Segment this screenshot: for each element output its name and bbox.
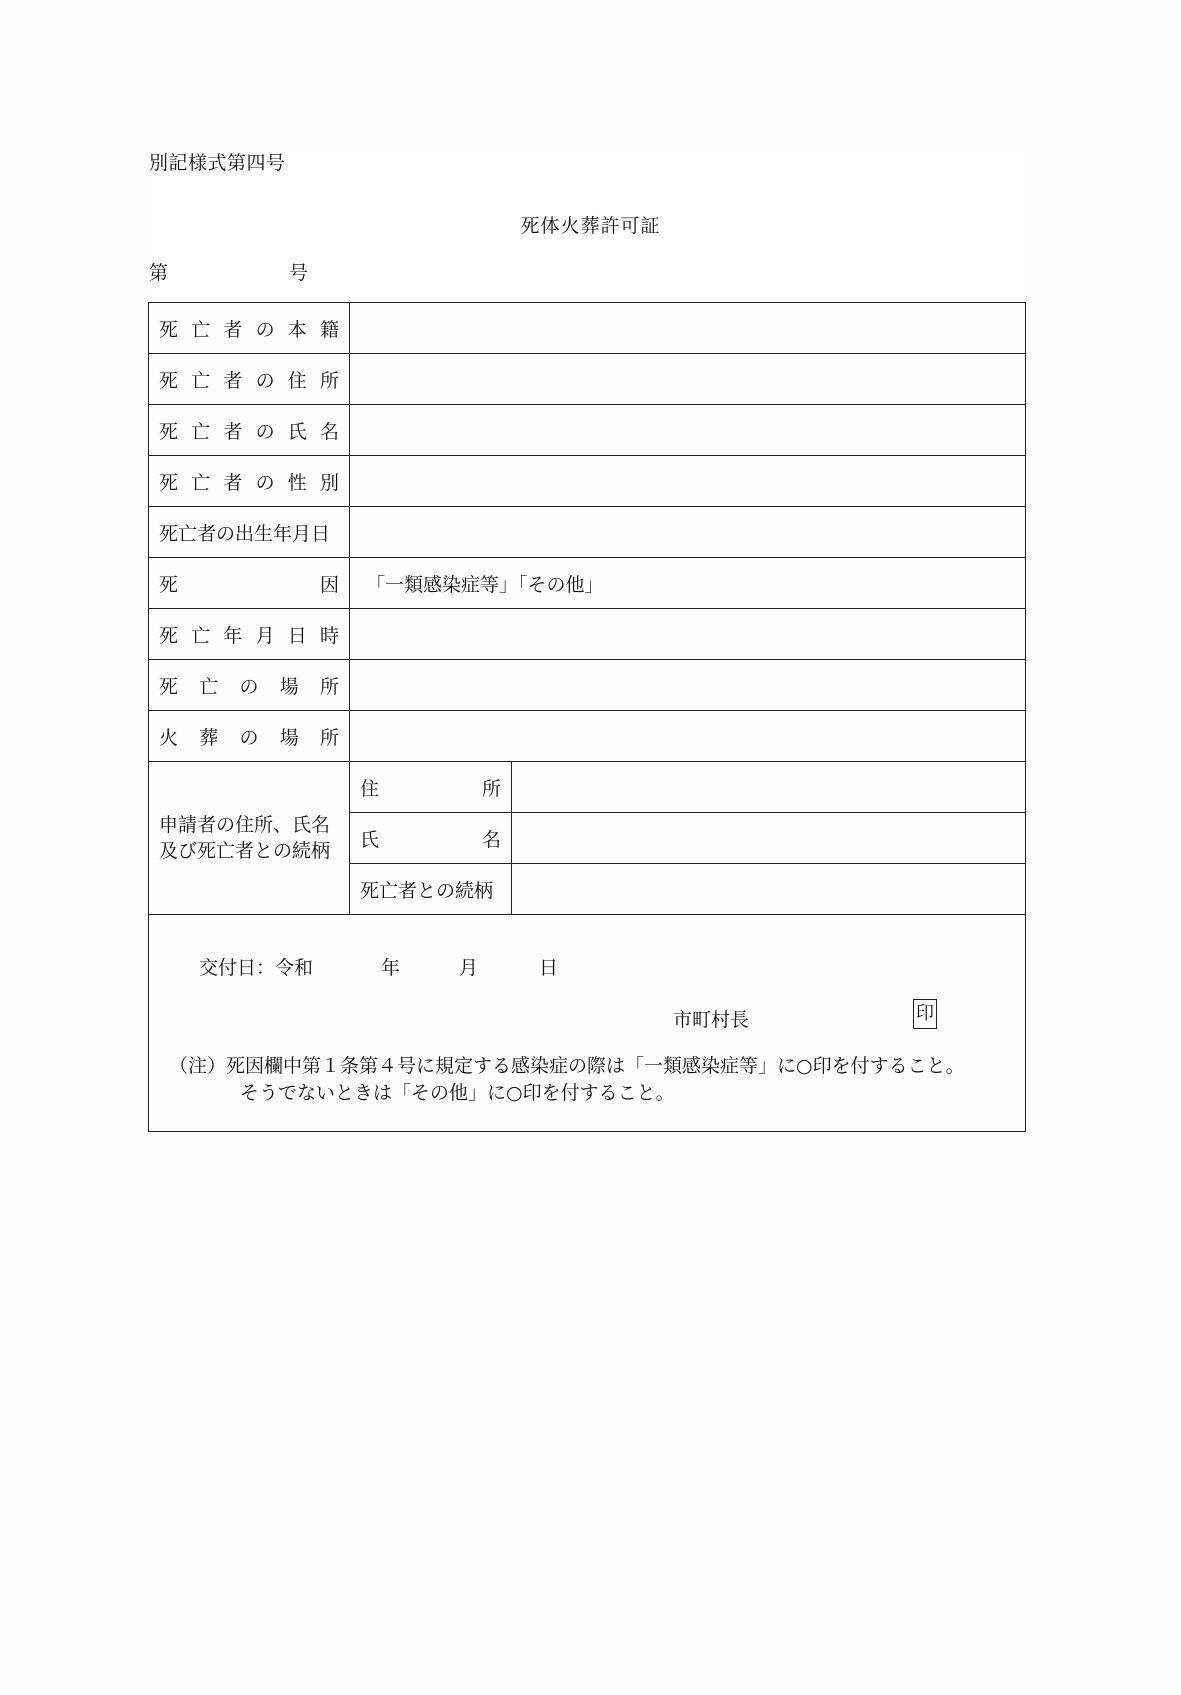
row-label-text: 死亡者の出生年月日 — [159, 522, 331, 545]
row-label-text: 死 亡 者 の 性 別 — [159, 471, 339, 494]
row-label-text: 死 亡 者 の 氏 名 — [159, 420, 339, 443]
row-value[interactable] — [350, 303, 1026, 354]
form-row — [149, 405, 1026, 456]
applicant-name-label-text: 氏 名 — [360, 828, 501, 851]
applicant-name-value[interactable] — [512, 813, 1026, 864]
issue-year-label: 年 — [381, 957, 401, 979]
row-label-text: 死 亡 の 場 所 — [159, 675, 339, 698]
row-value[interactable] — [350, 711, 1026, 762]
note-line2: そうでないときは「その他」に○印を付すること。 — [240, 1082, 675, 1104]
permit-table — [148, 302, 1026, 1132]
row-label — [149, 711, 350, 762]
row-value[interactable] — [350, 507, 1026, 558]
form-row — [149, 456, 1026, 507]
form-row — [149, 660, 1026, 711]
row-label — [149, 456, 350, 507]
row-label-text: 火 葬 の 場 所 — [159, 726, 339, 749]
row-label — [149, 558, 350, 609]
row-value[interactable] — [350, 660, 1026, 711]
note-text — [169, 1053, 1009, 1107]
issue-date-label: 交付日：令和 — [199, 957, 314, 979]
document-title: 死体火葬許可証 — [520, 215, 661, 237]
permit-number-line — [149, 258, 309, 285]
applicant-label — [149, 762, 350, 915]
issue-month-label: 月 — [459, 957, 479, 979]
row-label — [149, 609, 350, 660]
applicant-name-label — [350, 813, 512, 864]
applicant-label-line2: 及び死亡者との続柄 — [159, 840, 331, 862]
note-line1: （注）死因欄中第１条第４号に規定する感染症の際は「一類感染症等」に○印を付すること。 — [169, 1055, 965, 1077]
form-row — [149, 558, 1026, 609]
number-prefix: 第 — [149, 262, 169, 284]
applicant-row-address — [149, 762, 1026, 813]
row-label-text: 死 亡 者 の 住 所 — [159, 369, 339, 392]
row-value[interactable] — [350, 609, 1026, 660]
seal-mark: 印 — [913, 999, 937, 1029]
applicant-address-value[interactable] — [512, 762, 1026, 813]
row-value[interactable] — [350, 456, 1026, 507]
row-value[interactable]: 「一類感染症等」「その他」 — [350, 558, 1026, 609]
mayor-label: 市町村長 — [673, 1009, 750, 1031]
applicant-label-line1: 申請者の住所、氏名 — [159, 814, 331, 836]
form-row — [149, 354, 1026, 405]
row-label — [149, 660, 350, 711]
footer-cell — [149, 915, 1026, 1132]
row-value[interactable] — [350, 405, 1026, 456]
row-label-text: 死 亡 者 の 本 籍 — [159, 318, 339, 341]
row-label — [149, 354, 350, 405]
applicant-relation-value[interactable] — [512, 864, 1026, 915]
applicant-relation-label: 死亡者との続柄 — [350, 864, 512, 915]
row-label — [149, 507, 350, 558]
row-label — [149, 405, 350, 456]
row-value[interactable] — [350, 354, 1026, 405]
form-row — [149, 609, 1026, 660]
issue-day-label: 日 — [539, 957, 559, 979]
number-suffix: 号 — [289, 262, 309, 284]
row-label — [149, 303, 350, 354]
applicant-address-label-text: 住 所 — [360, 777, 501, 800]
form-row — [149, 711, 1026, 762]
applicant-address-label — [350, 762, 512, 813]
form-row — [149, 507, 1026, 558]
row-label-text: 死 因 — [159, 573, 339, 596]
form-number-label: 別記様式第四号 — [149, 152, 286, 174]
row-label-text: 死 亡 年 月 日 時 — [159, 624, 339, 647]
form-row — [149, 303, 1026, 354]
footer-row — [149, 915, 1026, 1132]
